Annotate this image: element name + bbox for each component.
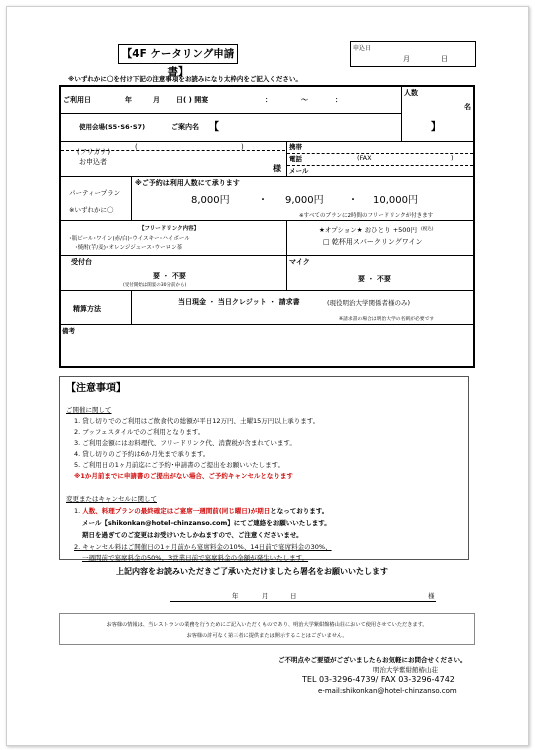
signature-prompt: 上記内容をお読みいただきご了承いただけましたら署名をお願いいたします — [116, 567, 388, 576]
remarks-label: 備考 — [62, 327, 75, 335]
option-tax: (税込) — [421, 227, 434, 232]
notes-title: 【注意事項】 — [66, 383, 126, 394]
section2-title: 変更またはキャンセルに関して — [66, 495, 157, 503]
mobile-label: 携帯 — [289, 143, 302, 151]
plan-free-drink-note: ※すべてのプランに2時間のフリードリンクが付きます — [299, 213, 434, 219]
settlement-label: 精算方法 — [73, 305, 101, 313]
time-separator: ： — [265, 96, 272, 104]
contact-divider — [287, 165, 473, 166]
reception-label: 受付台 — [71, 258, 92, 266]
row-divider — [61, 324, 473, 325]
col-divider — [131, 290, 132, 324]
apply-month-label: 月 — [403, 55, 410, 63]
col-divider — [286, 141, 287, 176]
signature-month: 月 — [262, 592, 269, 600]
contact-org: 明治大学紫紺館椿山荘 — [373, 666, 438, 674]
signature-sama: 様 — [428, 592, 435, 600]
year-label: 年 — [125, 96, 132, 104]
section1-item2: 2. ブッフェスタイルでのご利用となります。 — [74, 428, 205, 436]
plan-separator: ・ — [258, 195, 268, 206]
section1-title: ご開催に関して — [66, 406, 112, 414]
guide-bracket-open: 【 — [209, 122, 219, 133]
guide-label: ご案内名 — [171, 123, 199, 131]
phone-label: 電話 — [289, 155, 302, 163]
instruction-text: ※いずれかに〇を付け下記の注意事項をお読みになり太枠内をご記入ください。 — [68, 75, 302, 83]
section1-item3: 3. ご利用金額にはお料理代、フリードリンク代、消費税が含まれています。 — [74, 439, 296, 447]
section1-item5: 5. ご利用日の1ヶ月前迄にご予約･申請書のご提出をお願いいたします。 — [74, 461, 285, 469]
row-divider — [61, 290, 473, 291]
fax-close: ) — [451, 154, 454, 162]
reception-note: (受付開始は開宴の30分前から) — [123, 283, 187, 288]
row-divider — [61, 255, 473, 256]
time-separator: ： — [335, 96, 342, 104]
section1-warning: ※1か月前までに申請書のご提出がない場合、ご予約キャンセルとなります — [74, 472, 293, 480]
date-label: ご利用日 — [63, 96, 91, 104]
row-divider — [61, 220, 473, 221]
settlement-note: ※請求書の場合は明治大学の名刺が必要です — [339, 317, 435, 322]
section2-item2-line1: 2. キャンセル料はご開催日の1ヶ月前から宴席料金の10%、14日前で宴席料金の30%、 — [74, 543, 332, 551]
free-drink-title: 【フリードリンク内容】 — [139, 226, 200, 232]
privacy-line2: お客様の許可なく第三者に提供または開示することはございません。 — [186, 633, 348, 639]
row-divider — [61, 141, 473, 142]
time-range-sep: ～ — [301, 96, 308, 104]
month-label: 月 — [153, 96, 160, 104]
section2-item1-red: 人数、料理プランの最終確定はご宴席一週間前(同じ曜日)が期日 — [82, 507, 271, 515]
section2-item1-num: 1. — [74, 507, 81, 515]
plan-price-10000[interactable]: 10,000円 — [373, 195, 418, 206]
section2-item1 — [74, 506, 328, 515]
fax-label: (FAX — [357, 154, 372, 162]
applicant-label: お申込者 — [79, 158, 107, 166]
sama-label: 様 — [273, 164, 281, 173]
free-drink-line1: ･瓶ビール･ワイン(赤/白)･ウイスキー･ハイボール — [69, 236, 190, 242]
option-title: ★オプション★ おひとり +500円 — [319, 226, 418, 234]
apply-date-label: 申込日 — [353, 45, 372, 52]
contact-divider — [287, 153, 473, 154]
row-divider — [61, 176, 473, 177]
plan-price-9000[interactable]: 9,000円 — [285, 195, 324, 206]
contact-inquiry: ご不明点やご要望がございましたらお気軽にお問合せください。 — [278, 656, 467, 664]
section1-item1: 1. 貸し切りでのご利用はご飲食代の総額が平日12万円、土曜15万円以上承ります。 — [74, 417, 320, 425]
furigana-paren-open: ( — [135, 143, 138, 151]
venue-label: 使用会場(S5･S6･S7) — [79, 123, 146, 131]
settlement-value[interactable]: 当日現金 ・ 当日クレジット ・ 請求書 — [178, 298, 300, 306]
email-label: メール — [289, 167, 309, 175]
plan-price-8000[interactable]: 8,000円 — [191, 195, 230, 206]
form-title: 【4F ケータリング申請書】 — [118, 44, 238, 64]
section2-item2-line2: 一週間前で宴席料金の50%、3営業日前で宴席料金の全額が発生いたします。 — [82, 554, 309, 562]
settlement-sub: (現役明治大学関係者様のみ) — [327, 299, 411, 307]
free-drink-line2: ･焼酎(芋/麦)･オレンジジュース･ウーロン茶 — [75, 245, 183, 251]
people-label: 人数 — [404, 89, 418, 97]
section2-item1-line2: メール【shikonkan@hotel-chinzanso.com】にてご連絡をお願いいたします。 — [82, 519, 331, 527]
section1-item4: 4. 貸し切りのご予約は6か月先まで承ります。 — [74, 450, 210, 458]
mic-value[interactable]: 要 ・ 不要 — [358, 275, 391, 283]
col-divider — [286, 220, 287, 290]
guide-bracket-close: 】 — [431, 122, 441, 133]
contact-tel: TEL 03-3296-4739/ FAX 03-3296-4742 — [302, 675, 455, 684]
signature-line[interactable] — [170, 601, 436, 602]
furigana-paren-close: ) — [241, 143, 244, 151]
row-divider — [61, 113, 401, 114]
reception-value[interactable]: 要 ・ 不要 — [153, 272, 186, 280]
plan-label: パーティープラン — [69, 189, 121, 197]
section2-item1-line3: 期日を過ぎてのご変更はお受けいたしかねますので、ご注意くださいませ。 — [82, 531, 303, 539]
signature-year: 年 — [232, 592, 239, 600]
plan-separator: ・ — [348, 195, 358, 206]
day-weekday-label: 日( ) 開宴 — [176, 96, 209, 104]
col-divider — [131, 176, 132, 220]
notes-box — [59, 376, 469, 560]
plan-circle-note: ※いずれかに〇 — [69, 206, 114, 214]
section2-item1-black: となっております。 — [270, 507, 329, 515]
col-divider — [401, 87, 402, 141]
option-item[interactable]: □ 乾杯用スパークリングワイン — [323, 238, 423, 246]
signature-day: 日 — [290, 592, 297, 600]
furigana-label: (フリガナ) — [77, 148, 111, 156]
application-form — [59, 85, 475, 368]
contact-email[interactable]: e-mail:shikonkan@hotel-chinzanso.com — [318, 687, 457, 695]
apply-day-label: 日 — [441, 55, 448, 63]
mic-label: マイク — [289, 258, 310, 266]
plan-reservation-note: ※ご予約は利用人数にて承ります — [135, 179, 240, 187]
apply-date-box[interactable] — [350, 41, 476, 67]
people-unit: 名 — [464, 103, 471, 111]
privacy-notice — [59, 613, 475, 645]
privacy-line1: お客様の情報は、当レストランの業務を行うためにご記入いただくものであり、明治大学紫紺館椿山荘において使用させていただきます。 — [106, 622, 428, 628]
